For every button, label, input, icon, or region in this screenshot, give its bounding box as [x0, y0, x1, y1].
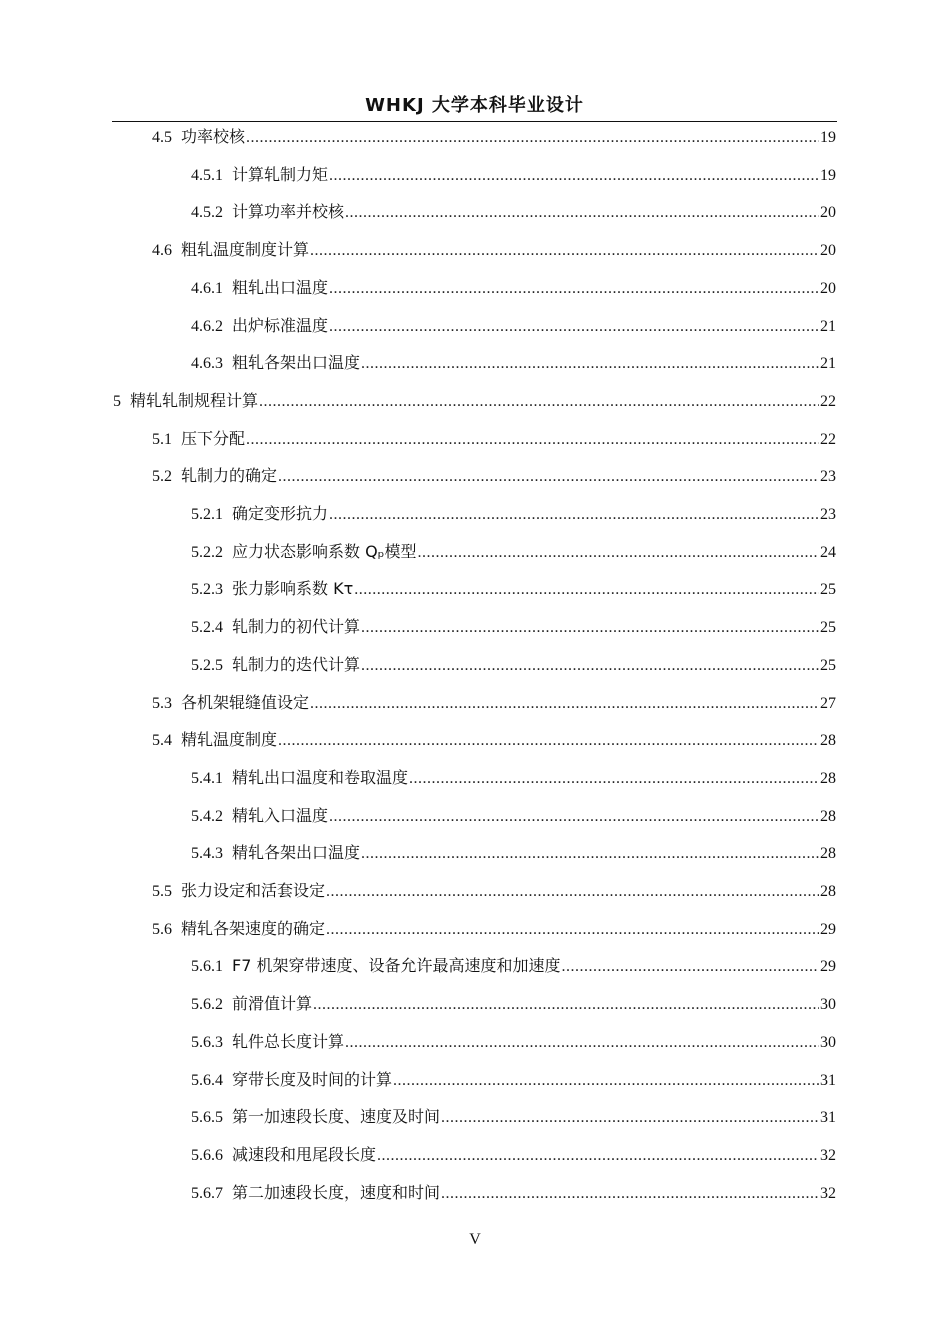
toc-entry-page: 31: [820, 1109, 836, 1126]
toc-entry[interactable]: [113, 388, 836, 414]
toc-entry-page: 28: [820, 808, 836, 825]
toc-entry-number: 5.6.2: [191, 996, 223, 1013]
toc-entry-number: 5.6.1: [191, 958, 223, 975]
toc-entry-title: 精轧各架出口温度: [232, 843, 361, 862]
toc-entry[interactable]: [191, 765, 836, 791]
toc-entry-title: 计算功率并校核: [232, 202, 345, 221]
toc-leader-dots: [329, 314, 819, 340]
toc-entry-title: 前滑值计算: [232, 994, 313, 1013]
toc-entry-page: 28: [820, 770, 836, 787]
toc-entry-page: 25: [820, 619, 836, 636]
toc-entry-title: 精轧轧制规程计算: [130, 391, 259, 410]
toc-entry-page: 23: [820, 506, 836, 523]
toc-entry[interactable]: [191, 162, 836, 188]
toc-entry-number: 5.2.1: [191, 506, 223, 523]
toc-leader-dots: [278, 464, 819, 490]
toc-leader-dots: [441, 1181, 819, 1207]
toc-entry-number: 5.2.3: [191, 581, 223, 598]
toc-entry-number: 5.2.5: [191, 657, 223, 674]
toc-entry-number: 5.4.2: [191, 808, 223, 825]
toc-entry-page: 32: [820, 1147, 836, 1164]
toc-entry-title: 精轧各架速度的确定: [181, 919, 326, 938]
toc-entry-page: 27: [820, 695, 836, 712]
toc-entry-title: 粗轧各架出口温度: [232, 353, 361, 372]
toc-leader-dots: [441, 1105, 819, 1131]
toc-entry-title: 张力影响系数 Kτ: [232, 579, 354, 598]
toc-entry-page: 21: [820, 355, 836, 372]
toc-entry-page: 28: [820, 883, 836, 900]
toc-entry[interactable]: [191, 350, 836, 376]
toc-entry-page: 20: [820, 242, 836, 259]
toc-entry[interactable]: [152, 124, 836, 150]
toc-entry-title: 精轧入口温度: [232, 806, 329, 825]
toc-entry[interactable]: [191, 539, 836, 565]
toc-entry-page: 19: [820, 129, 836, 146]
toc-entry[interactable]: [191, 1029, 836, 1055]
toc-entry-title: 轧制力的初代计算: [232, 617, 361, 636]
toc-entry-title: 出炉标准温度: [232, 316, 329, 335]
toc-entry[interactable]: [152, 237, 836, 263]
toc-leader-dots: [345, 200, 819, 226]
toc-entry-title: 粗轧温度制度计算: [181, 240, 310, 259]
toc-leader-dots: [377, 1143, 819, 1169]
toc-leader-dots: [310, 691, 819, 717]
toc-entry-number: 5.6.6: [191, 1147, 223, 1164]
toc-entry-page: 20: [820, 280, 836, 297]
toc-entry-page: 22: [820, 393, 836, 410]
toc-entry-page: 25: [820, 581, 836, 598]
toc-entry-page: 23: [820, 468, 836, 485]
toc-leader-dots: [329, 276, 819, 302]
toc-entry-number: 4.5: [152, 129, 172, 146]
toc-entry-title: 精轧温度制度: [181, 730, 278, 749]
toc-leader-dots: [561, 954, 819, 980]
toc-entry-title: 压下分配: [181, 429, 246, 448]
toc-entry[interactable]: [191, 576, 836, 602]
toc-entry-number: 5.2: [152, 468, 172, 485]
toc-entry-page: 29: [820, 921, 836, 938]
toc-entry-number: 5.4.1: [191, 770, 223, 787]
toc-entry[interactable]: [152, 916, 836, 942]
toc-entry[interactable]: [191, 652, 836, 678]
toc-leader-dots: [354, 577, 819, 603]
toc-entry-title: 各机架辊缝值设定: [181, 693, 310, 712]
toc-entry-page: 31: [820, 1072, 836, 1089]
toc-leader-dots: [361, 841, 819, 867]
toc-entry-title: 确定变形抗力: [232, 504, 329, 523]
toc-entry-title: 精轧出口温度和卷取温度: [232, 768, 409, 787]
toc-entry-number: 5.1: [152, 431, 172, 448]
toc-entry-page: 19: [820, 167, 836, 184]
toc-leader-dots: [310, 238, 819, 264]
toc-leader-dots: [345, 1030, 819, 1056]
toc-entry-page: 28: [820, 845, 836, 862]
toc-leader-dots: [313, 992, 819, 1018]
toc-entry-number: 5.6.7: [191, 1185, 223, 1202]
toc-entry[interactable]: [191, 953, 836, 979]
toc-entry-number: 5: [113, 393, 121, 410]
toc-entry-title: 第一加速段长度、速度及时间: [232, 1107, 441, 1126]
toc-entry[interactable]: [152, 727, 836, 753]
toc-entry-title: 粗轧出口温度: [232, 278, 329, 297]
toc-leader-dots: [259, 389, 819, 415]
toc-entry-page: 21: [820, 318, 836, 335]
toc-entry-number: 5.6.4: [191, 1072, 223, 1089]
toc-entry[interactable]: [152, 426, 836, 452]
toc-entry[interactable]: [191, 840, 836, 866]
toc-leader-dots: [278, 728, 819, 754]
toc-entry-page: 22: [820, 431, 836, 448]
toc-leader-dots: [246, 427, 819, 453]
toc-entry[interactable]: [191, 991, 836, 1017]
toc-entry[interactable]: [191, 803, 836, 829]
toc-entry-number: 5.4: [152, 732, 172, 749]
toc-leader-dots: [326, 917, 819, 943]
toc-leader-dots: [361, 653, 819, 679]
toc-entry[interactable]: [191, 1104, 836, 1130]
toc-entry-number: 5.6.3: [191, 1034, 223, 1051]
toc-entry-number: 4.6.3: [191, 355, 223, 372]
toc-entry-number: 5.6: [152, 921, 172, 938]
toc-entry-number: 5.5: [152, 883, 172, 900]
toc-entry-number: 5.4.3: [191, 845, 223, 862]
page-number: V: [469, 1231, 481, 1248]
toc-entry-title: 轧制力的确定: [181, 466, 278, 485]
toc-entry-page: 20: [820, 204, 836, 221]
toc-entry[interactable]: [191, 313, 836, 339]
toc-leader-dots: [409, 766, 819, 792]
toc-entry[interactable]: [191, 501, 836, 527]
toc-entry-title: 轧件总长度计算: [232, 1032, 345, 1051]
toc-entry-number: 4.6.2: [191, 318, 223, 335]
toc-entry[interactable]: [191, 1142, 836, 1168]
toc-entry-number: 4.5.1: [191, 167, 223, 184]
toc-leader-dots: [329, 804, 819, 830]
toc-leader-dots: [326, 879, 819, 905]
header-rule: [112, 121, 837, 122]
toc-entry-title: 减速段和甩尾段长度: [232, 1145, 377, 1164]
toc-entry-title: 张力设定和活套设定: [181, 881, 326, 900]
toc-entry-number: 4.6: [152, 242, 172, 259]
toc-entry-title: 应力状态影响系数 Qₚ模型: [232, 542, 417, 561]
toc-entry[interactable]: [152, 463, 836, 489]
toc-entry-title: 轧制力的迭代计算: [232, 655, 361, 674]
toc-leader-dots: [246, 125, 819, 151]
toc-entry[interactable]: [152, 878, 836, 904]
toc-entry-page: 29: [820, 958, 836, 975]
toc-entry-page: 24: [820, 544, 836, 561]
toc-entry[interactable]: [191, 1067, 836, 1093]
toc-leader-dots: [329, 502, 819, 528]
toc-entry-number: 5.6.5: [191, 1109, 223, 1126]
toc-entry-page: 30: [820, 996, 836, 1013]
toc-entry[interactable]: [152, 690, 836, 716]
toc-entry-page: 32: [820, 1185, 836, 1202]
toc-entry-number: 5.3: [152, 695, 172, 712]
toc-entry-number: 4.5.2: [191, 204, 223, 221]
toc-entry-title: F7 机架穿带速度、设备允许最高速度和加速度: [232, 956, 561, 975]
toc-entry-title: 第二加速段长度，速度和时间: [232, 1183, 441, 1202]
toc-entry-number: 4.6.1: [191, 280, 223, 297]
toc-entry[interactable]: [191, 275, 836, 301]
toc-entry-title: 功率校核: [181, 127, 246, 146]
page-header: WHKJ 大学本科毕业设计: [365, 95, 584, 116]
toc-leader-dots: [393, 1068, 819, 1094]
toc-entry-page: 25: [820, 657, 836, 674]
toc-leader-dots: [329, 163, 819, 189]
toc-entry-page: 28: [820, 732, 836, 749]
toc-entry-title: 穿带长度及时间的计算: [232, 1070, 393, 1089]
toc-entry[interactable]: [191, 614, 836, 640]
toc-entry-page: 30: [820, 1034, 836, 1051]
toc-entry-number: 5.2.4: [191, 619, 223, 636]
toc-leader-dots: [361, 615, 819, 641]
toc-leader-dots: [418, 540, 819, 566]
toc-entry-number: 5.2.2: [191, 544, 223, 561]
toc-leader-dots: [361, 351, 819, 377]
toc-entry[interactable]: [191, 1180, 836, 1206]
toc-entry-title: 计算轧制力矩: [232, 165, 329, 184]
toc-entry[interactable]: [191, 199, 836, 225]
